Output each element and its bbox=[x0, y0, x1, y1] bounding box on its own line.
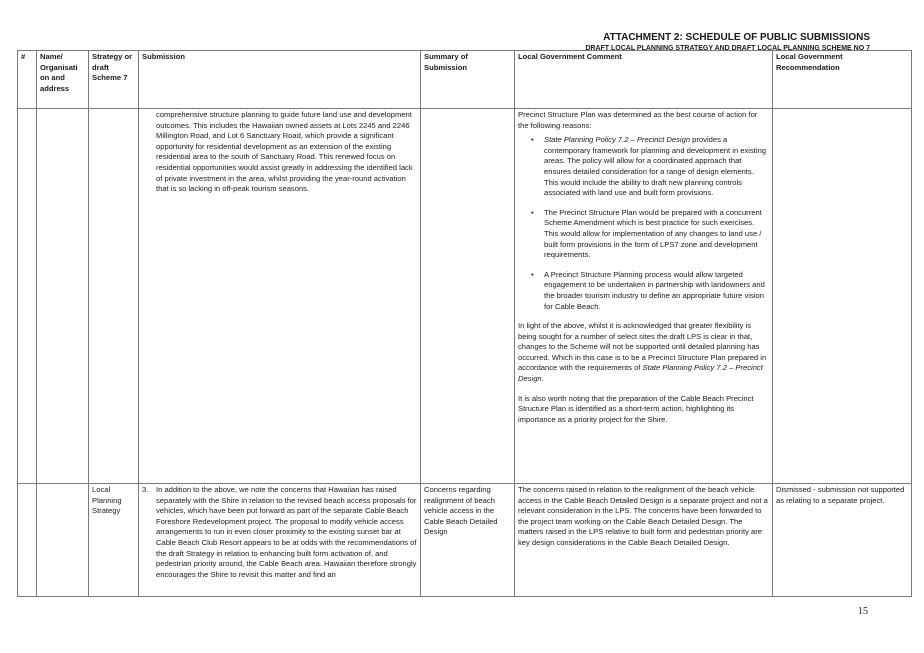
policy-reference: State Planning Policy 7.2 – Precinct Design bbox=[518, 363, 763, 384]
cell-strategy bbox=[89, 109, 139, 484]
col-header-comment: Local Government Comment bbox=[515, 51, 773, 109]
cell-comment bbox=[515, 109, 773, 484]
submission-text: In addition to the above, we note the concerns that Hawaiian has raised separately with the Shire in relation to the revised beach access proposals for vehicles, which have been put forward as part of the separate Cable Beach Foreshore Redevelopment project. The proposal to modify vehicle access arrangements to run in even closer proximity to the existing sunset bar at Cable Beach Club Resort appears to be at odds with the recommendations of the draft Strategy in relation to enhancing built form activation of, and pedestrian priority around, the Cable Beach area. Hawaiian therefore strongly encourages the Shire to revisit this matter and find an bbox=[156, 485, 417, 579]
list-item bbox=[544, 135, 769, 199]
document-title: ATTACHMENT 2: SCHEDULE OF PUBLIC SUBMISSIONS bbox=[603, 32, 870, 43]
cell-submission bbox=[139, 484, 421, 597]
document-subtitle: DRAFT LOCAL PLANNING STRATEGY AND DRAFT LOCAL PLANNING SCHEME NO 7 bbox=[585, 45, 870, 52]
cell-submission bbox=[139, 109, 421, 484]
list-item: • The Precinct Structure Plan would be prepared with a concurrent Scheme Amendment which is best practice for such exercises. This would allow for implementation of any changes to land use / built form provisions in the form of LPS7 zone and development requirements. bbox=[544, 208, 769, 261]
comment-bullet-list bbox=[518, 135, 769, 312]
cell-name bbox=[37, 484, 89, 597]
numbered-item bbox=[142, 485, 417, 580]
policy-reference: State Planning Policy 7.2 – Precinct Design bbox=[544, 135, 691, 145]
table-row bbox=[18, 109, 912, 484]
table-header-row bbox=[18, 51, 912, 109]
col-header-name: Name/ Organisati on and address bbox=[37, 51, 89, 109]
cell-name bbox=[37, 109, 89, 484]
cell-summary: Concerns regarding realignment of beach vehicle access in the Cable Beach Detailed Design bbox=[421, 484, 515, 597]
cell-recommendation bbox=[773, 109, 912, 484]
submission-text: comprehensive structure planning to guide future land use and development outcomes. This includes the Hawaiian owned assets at Lots 2245 and 2246 Millington Road, and Lot 6 Sanctuary Road, which provide a significant opportunity for residential development as an extension of the existing residential area to the south of Sanctuary Road. This renewed focus on residential opportunities would assist greatly in addressing the identified lack of private investment in the area, whilst providing the year-round activation that is so lacking in off-peak tourism seasons. bbox=[156, 110, 413, 194]
col-header-strategy: Strategy or draft Scheme 7 bbox=[89, 51, 139, 109]
cell-recommendation: Dismissed - submission not supported as relating to a separate project. bbox=[773, 484, 912, 597]
comment-paragraph: It is also worth noting that the preparation of the Cable Beach Precinct Structure Plan is identified as a short-term action, highlighting its importance as a priority project for the Shire. bbox=[518, 393, 754, 424]
col-header-recommendation: Local Government Recommendation bbox=[773, 51, 912, 109]
cell-strategy: Local Planning Strategy bbox=[89, 484, 139, 597]
cell-number bbox=[18, 484, 37, 597]
list-item-text: provides a contemporary framework for planning and development in existing areas. The policy will allow for a coordinated approach that ensures detailed consideration for a range of design elements. This would include the ability to draft new planning controls associated with land use and built form provisions. bbox=[544, 135, 767, 198]
item-number: 3. bbox=[142, 485, 149, 494]
comment-intro: Precinct Structure Plan was determined as the best course of action for the following reasons: bbox=[518, 110, 758, 130]
col-header-submission: Submission bbox=[139, 51, 421, 109]
cell-comment: The concerns raised in relation to the realignment of the beach vehicle access in the Cable Beach Detailed Design is a separate project and not a relevant consideration in the LPS. The concerns have been forwarded to the project team working on the Cable Beach Detailed Design. The matters raised in the LPS relative to built form and pedestrian priority are key design considerations in the Cable Beach Detailed Design. bbox=[515, 484, 773, 597]
cell-summary bbox=[421, 109, 515, 484]
page-number: 15 bbox=[858, 606, 868, 617]
cell-number bbox=[18, 109, 37, 484]
col-header-number: # bbox=[18, 51, 37, 109]
table-row bbox=[18, 484, 912, 597]
submissions-table bbox=[17, 50, 912, 597]
col-header-summary: Summary of Submission bbox=[421, 51, 515, 109]
comment-paragraph: In light of the above, whilst it is acknowledged that greater flexibility is being sought for a number of select sites the draft LPS is clear in that, changes to the Scheme will not be supported until detailed planning has occurred. Which in this case is to be a Precinct Structure Plan prepared in accordance with the requirements of State Planning Policy 7.2 – Precinct Design. bbox=[518, 321, 767, 384]
list-item: • A Precinct Structure Planning process would allow targeted engagement to be undertaken in partnership with landowners and the broader tourism industry to define an appropriate future vision for Cable Beach. bbox=[544, 270, 769, 312]
